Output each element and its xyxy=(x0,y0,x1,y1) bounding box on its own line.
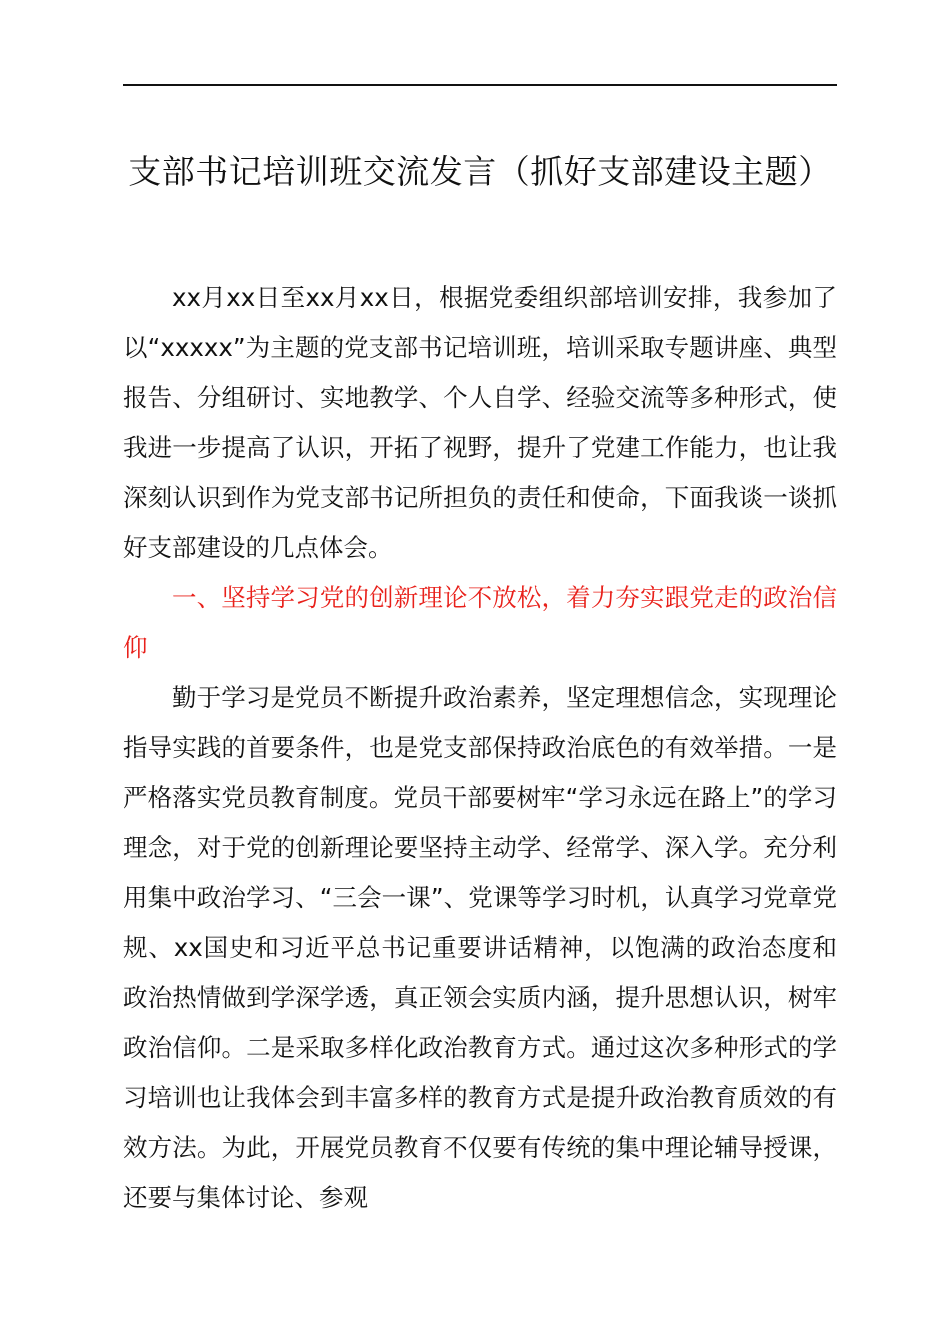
section-heading: 一、坚持学习党的创新理论不放松，着力夯实跟党走的政治信仰 xyxy=(123,583,837,662)
intro-paragraph: xx月xx日至xx月xx日，根据党委组织部培训安排，我参加了以“xxxxx”为主题的党支部书记培训班，培训采取专题讲座、典型报告、分组研讨、实地教学、个人自学、经验交流等多种形式，使我进一步提高了认识，开拓了视野，提升了党建工作能力，也让我深刻认识到作为党支部书记所担负的责任和使命，下面我谈一谈抓好支部建设的几点体会。 xyxy=(123,283,837,562)
header-rule xyxy=(123,84,837,86)
section-paragraph: 勤于学习是党员不断提升政治素养，坚定理想信念，实现理论指导实践的首要条件，也是党支部保持政治底色的有效举措。一是严格落实党员教育制度。党员干部要树牢“学习永远在路上”的学习理念，对于党的创新理论要坚持主动学、经常学、深入学。充分利用集中政治学习、“三会一课”、党课等学习时机，认真学习党章党规、xx国史和习近平总书记重要讲话精神，以饱满的政治态度和政治热情做到学深学透，真正领会实质内涵，提升思想认识，树牢政治信仰。二是采取多样化政治教育方式。通过这次多种形式的学习培训也让我体会到丰富多样的教育方式是提升政治教育质效的有效方法。为此，开展党员教育不仅要有传统的集中理论辅导授课，还要与集体讨论、参观 xyxy=(123,683,837,1212)
document-body xyxy=(123,273,837,1223)
document-title: 支部书记培训班交流发言（抓好支部建设主题） xyxy=(128,152,832,191)
